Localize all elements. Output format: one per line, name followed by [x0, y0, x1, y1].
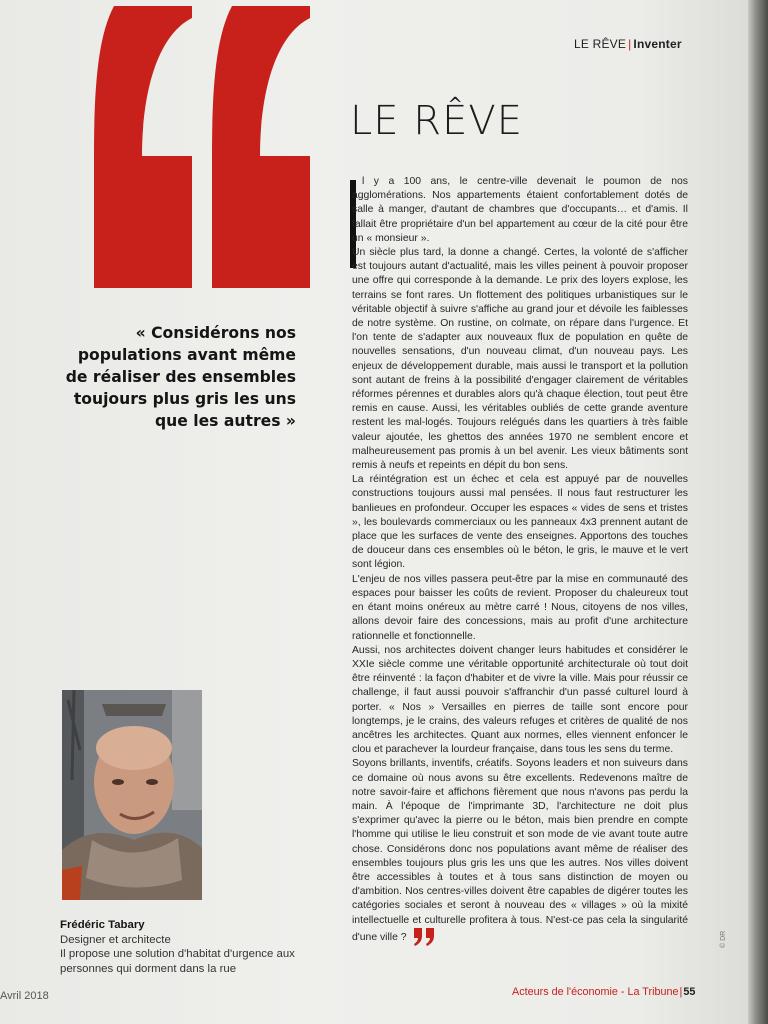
page-number: 55 — [683, 986, 696, 998]
body-paragraph-5: Aussi, nos architectes doivent changer leurs habitudes et considérer le XXIe siècle comme une véritable opportunité architecturale où tout doit être réinventé : la façon d'habiter et de vivre la ville. Mais pour réussir ce challenge, il faut aussi pouvoir s'affranchir d'un passé culturel lourd à porter. « Nos » Versailles en pierres de taille sont encore pour longtemps, je le crains, des valeurs refuges et critères de qualité de nos ancêtres les architectes. Quant aux normes, elles viennent enfoncer le clou et parachever la lourdeur française, dans tous les sens du terme. — [352, 644, 688, 756]
body-paragraph-1: l y a 100 ans, le centre-ville devenait le poumon de nos agglomérations. Nos appartements étaient confortablement dotés de salle à manger, d'autant de chambres que d'occupants… et d'amis. Il fallait être propriétaire d'un bel appartement au cœur de la cité pour être un « monsieur ». — [352, 176, 688, 244]
opening-quote-left-icon — [94, 6, 192, 288]
author-name: Frédéric Tabary — [60, 919, 145, 931]
running-head-subsection: Inventer — [633, 37, 682, 51]
article-title: LE RÊVE — [350, 98, 523, 144]
author-role: Designer et architecte — [60, 933, 171, 946]
author-photo — [62, 690, 202, 900]
opening-quote-right-icon — [212, 6, 310, 288]
body-paragraph-4: L'enjeu de nos villes passera peut-être par la mise en communauté des espaces pour baisser les coûts de revient. Proposer du chaleureux tout en étant moins onéreux au mètre carré ! Nous, citoyens de nos villes, allons devoir faire des concessions, mais au profit d'une architecture rationnelle et fonctionnelle. — [352, 573, 688, 642]
body-paragraph-3: La réintégration est un échec et cela est appuyé par de nouvelles constructions toujours aussi mal pensées. Il nous faut restructurer les banlieues en profondeur. Occuper les espaces « vides de sens et tristes », les boulevards commerciaux ou les panneaux 4x3 prennent autant de place que les surfaces de vente des enseignes. Apportons des touches de douceur dans ces ensembles où le béton, le gris, le mauve et le vert sont légion. — [352, 474, 688, 571]
footer-separator: | — [679, 986, 683, 998]
page-edge-shadow — [748, 0, 768, 1024]
body-paragraph-6-text: Soyons brillants, inventifs, créatifs. Soyons leaders et non suiveurs dans ce domaine où nous avons su être excellents. Redevenons maître de notre savoir-faire et affichons fièrement que nous n'avons pas perdu la main. À l'époque de l'imprimante 3D, l'architecture ne doit plus s'exprimer qu'avec la pierre ou le béton, mais bien prendre en compte l'homme qui utilise le lieu construit et son mode de vie avant toute autre chose. Considérons donc nos populations avant même de réaliser des ensembles toujours plus gris les uns que les autres. Nos villes doivent être accessibles à toutes et à tous sans distinction de moyen ou d'ambition. Nos centres-villes doivent être capables de digérer toutes les catégories sociales et seront à nouveau des « villages » où la mixité intellectuelle et culturelle profitera à tous. N'est-ce pas cela la singularité d'une ville ? — [352, 758, 688, 943]
footer-publication — [512, 986, 695, 998]
running-head-separator: | — [628, 37, 632, 51]
footer-date: Avril 2018 — [0, 990, 49, 1002]
body-paragraph-6 — [352, 757, 688, 945]
author-caption — [60, 918, 300, 976]
pull-quote: « Considérons nos populations avant même de réaliser des ensembles toujours plus gris les uns que les autres » — [65, 324, 296, 430]
footer-publication-name: Acteurs de l'économie - La Tribune — [512, 986, 679, 998]
body-paragraph-2: Un siècle plus tard, la donne a changé. Certes, la volonté de s'afficher est toujours autant d'actualité, mais les villes peinent à pouvoir proposer une offre qui corresponde à la demande. Le prix des loyers explose, les terrains se font rares. Un flottement des politiques urbanistiques sur le véritable objectif à suivre s'affiche au grand jour et dévoile les faiblesses de notre système. On rustine, on colmate, on répare dans l'urgence. Et l'on tente de s'adapter aux nouveaux flux de population en quête de nouvelles sensations, d'un nouveau climat, d'un nouveau pays. Les enjeux de développement durable, mais aussi le transport et la pollution sont autant de freins à la possibilité d'engager clairement de véritables réformes pérennes et durables alors qu'à chaque élection, tout peut être remis en cause. Aussi, les véritables oubliés de cette grande aventure restent les mal-logés. Toujours relégués dans les quartiers à très faible valeur ajoutée, les ghettos des années 1970 ne semblent encore et malheureusement pas promis à un bel avenir. Les vieux bâtiments sont remis à neufs et repeints en dépit du bon sens. — [352, 247, 688, 472]
author-bio: Il propose une solution d'habitat d'urgence aux personnes qui dorment dans la rue — [60, 948, 295, 975]
photo-credit: © DR — [720, 930, 727, 948]
running-head-section: LE RÊVE — [574, 37, 627, 51]
closing-quote-icon — [413, 928, 435, 946]
running-head — [574, 37, 682, 51]
article-body — [352, 175, 688, 946]
